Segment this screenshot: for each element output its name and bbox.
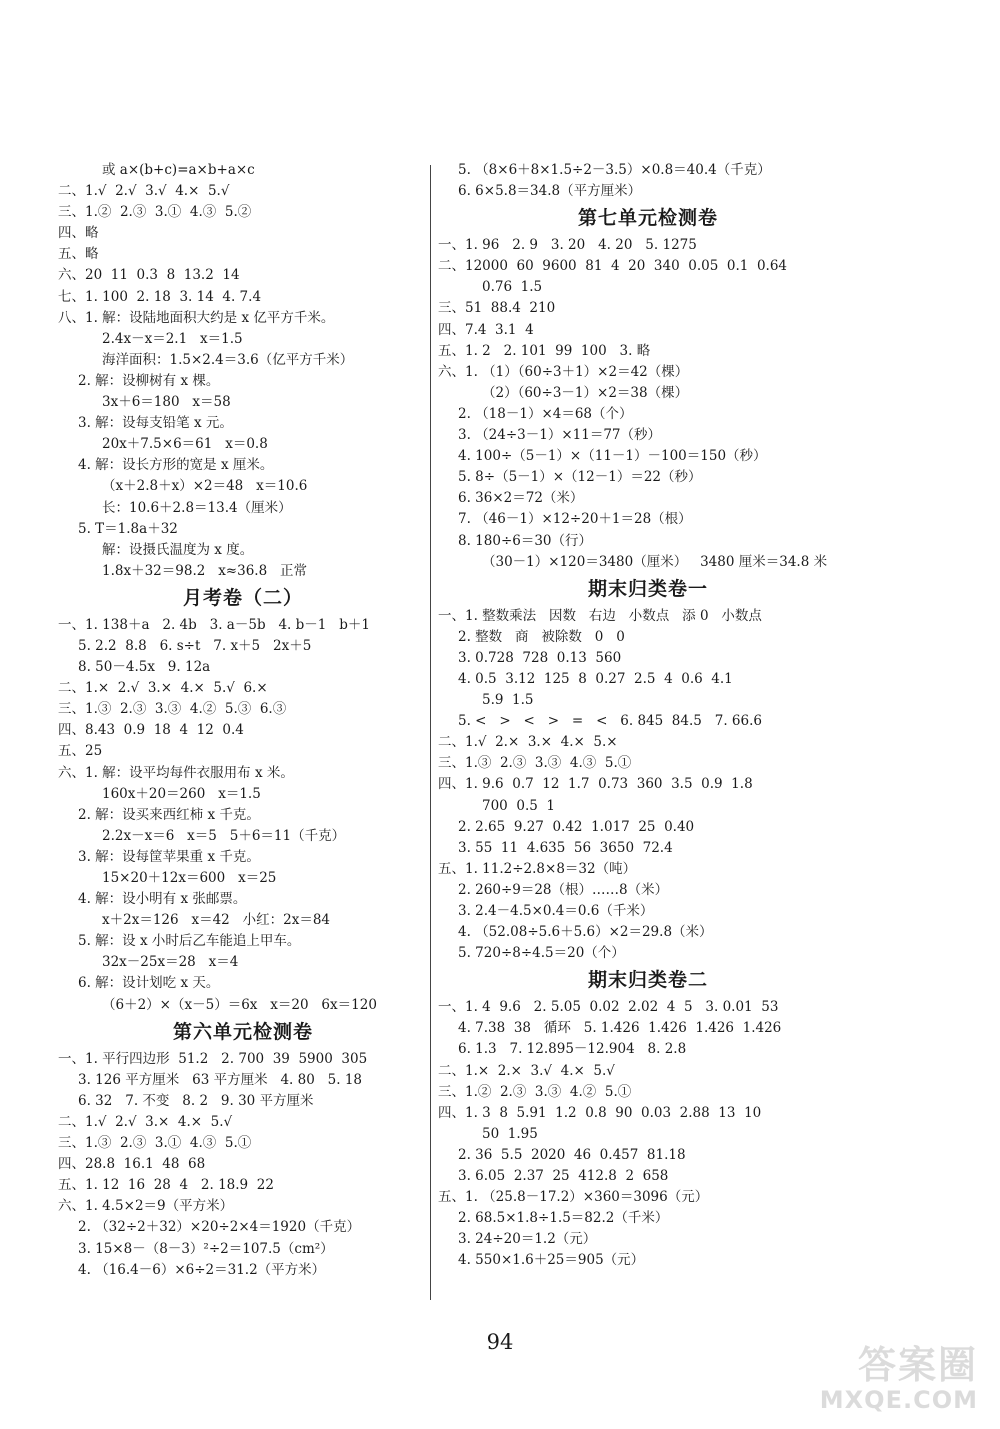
answer-line bbox=[438, 859, 858, 880]
answer-text: 二、1.× 2.√ 3.× 4.× 5.√ 6.× bbox=[58, 680, 268, 697]
section-title-text: 月考卷（二） bbox=[182, 586, 303, 609]
answer-text: 4. 解：设长方形的宽是 x 厘米。 bbox=[78, 457, 274, 474]
answer-text: 一、1. 96 2. 9 3. 20 4. 20 5. 1275 bbox=[438, 237, 697, 254]
answer-text: 一、1. 4 9.6 2. 5.05 0.02 2.02 4 5 3. 0.01 53 bbox=[438, 999, 779, 1016]
section-title bbox=[58, 582, 428, 615]
answer-text: 六、1. 4.5×2＝9（平方米） bbox=[58, 1198, 234, 1215]
answer-text: 5. T＝1.8a＋32 bbox=[78, 520, 178, 537]
column-divider bbox=[430, 165, 431, 1300]
answer-text: 四、7.4 3.1 4 bbox=[438, 321, 534, 338]
answer-text: 五、25 bbox=[58, 743, 103, 760]
watermark-text: 答案圈 bbox=[857, 1343, 978, 1387]
answer-text: 4. 100÷（5－1）×（11－1）－100＝150（秒） bbox=[458, 448, 767, 465]
page-number: 94 bbox=[486, 1330, 514, 1354]
answer-line bbox=[438, 362, 858, 383]
answer-line bbox=[438, 711, 858, 732]
answer-line bbox=[58, 392, 428, 413]
section-title-text: 期末归类卷一 bbox=[587, 577, 708, 600]
answer-line bbox=[438, 774, 858, 795]
answer-line bbox=[438, 552, 858, 573]
answer-text: 四、略 bbox=[58, 225, 99, 242]
answer-line bbox=[58, 181, 428, 202]
watermark-url: MXQE.COM bbox=[819, 1386, 978, 1414]
answer-text: 8. 180÷6＝30（行） bbox=[458, 532, 593, 549]
answer-line bbox=[438, 817, 858, 838]
right-column bbox=[438, 160, 858, 1272]
answer-line bbox=[58, 1217, 428, 1238]
answer-line bbox=[438, 235, 858, 256]
answer-line bbox=[438, 181, 858, 202]
answer-text: 4. 550×1.6＋25＝905（元） bbox=[458, 1252, 645, 1269]
answer-line bbox=[438, 690, 858, 711]
answer-line bbox=[438, 160, 858, 181]
answer-line bbox=[438, 383, 858, 404]
answer-text: 4. （16.4－6）×6÷2＝31.2（平方米） bbox=[78, 1261, 326, 1278]
answer-text: 50 1.95 bbox=[482, 1125, 538, 1142]
answer-text: 6. 解：设计划吃 x 天。 bbox=[78, 975, 220, 992]
answer-line bbox=[58, 561, 428, 582]
answer-line bbox=[438, 425, 858, 446]
answer-line bbox=[438, 838, 858, 859]
answer-line bbox=[58, 952, 428, 973]
answer-text: 二、1.√ 2.√ 3.× 4.× 5.√ bbox=[58, 1113, 233, 1130]
answer-line bbox=[438, 531, 858, 552]
answer-text: 二、12000 60 9600 81 4 20 340 0.05 0.1 0.64 bbox=[438, 258, 788, 275]
answer-line bbox=[438, 467, 858, 488]
answer-text: 2. 68.5×1.8÷1.5＝82.2（千米） bbox=[458, 1210, 669, 1227]
answer-line bbox=[438, 997, 858, 1018]
answer-line bbox=[58, 636, 428, 657]
answer-text: 32x－25x＝28 x＝4 bbox=[102, 954, 239, 971]
answer-line bbox=[58, 1239, 428, 1260]
section-title-text: 第七单元检测卷 bbox=[577, 207, 718, 230]
answer-line bbox=[438, 341, 858, 362]
answer-line bbox=[58, 308, 428, 329]
answer-line bbox=[58, 699, 428, 720]
answer-line bbox=[58, 763, 428, 784]
answer-line bbox=[438, 509, 858, 530]
answer-text: 三、51 88.4 210 bbox=[438, 300, 556, 317]
answer-text: 2. 2.65 9.27 0.42 1.017 25 0.40 bbox=[458, 818, 695, 835]
answer-line bbox=[58, 678, 428, 699]
answer-text: 3. 55 11 4.635 56 3650 72.4 bbox=[458, 839, 673, 856]
answer-line bbox=[58, 868, 428, 889]
answer-text: 2.4x－x＝2.1 x＝1.5 bbox=[102, 330, 243, 347]
answer-text: 6. 36×2＝72（米） bbox=[458, 490, 584, 507]
answer-line bbox=[438, 901, 858, 922]
answer-line bbox=[58, 265, 428, 286]
answer-line bbox=[438, 1103, 858, 1124]
section-title bbox=[58, 1016, 428, 1049]
answer-line bbox=[438, 753, 858, 774]
answer-line bbox=[58, 847, 428, 868]
answer-text: 七、1. 100 2. 18 3. 14 4. 7.4 bbox=[58, 288, 262, 305]
answer-text: 六、1. （1）（60÷3＋1）×2＝42（棵） bbox=[438, 363, 689, 380]
answer-line bbox=[438, 880, 858, 901]
answer-line bbox=[58, 1091, 428, 1112]
answer-text: 五、1. 11.2÷2.8×8＝32（吨） bbox=[438, 860, 637, 877]
answer-line bbox=[58, 455, 428, 476]
answer-line bbox=[438, 298, 858, 319]
answer-line bbox=[438, 1018, 858, 1039]
answer-line bbox=[58, 1112, 428, 1133]
answer-line bbox=[58, 519, 428, 540]
answer-text: 四、8.43 0.9 18 4 12 0.4 bbox=[58, 722, 244, 739]
left-column bbox=[58, 160, 428, 1281]
section-title bbox=[438, 573, 858, 606]
answer-line bbox=[58, 615, 428, 636]
answer-text: 160x＋20＝260 x＝1.5 bbox=[102, 785, 261, 802]
answer-text: 三、1.② 2.③ 3.① 4.③ 5.② bbox=[58, 204, 252, 221]
answer-text: 4. 解：设小明有 x 张邮票。 bbox=[78, 891, 247, 908]
answer-line bbox=[438, 1250, 858, 1271]
answer-line bbox=[438, 320, 858, 341]
answer-line bbox=[438, 1166, 858, 1187]
answer-text: 5. 720÷8÷4.5＝20（个） bbox=[458, 945, 625, 962]
answer-text: x＋2x＝126 x＝42 小红：2x＝84 bbox=[102, 912, 331, 929]
answer-text: 5.9 1.5 bbox=[482, 692, 534, 709]
answer-line bbox=[58, 244, 428, 265]
answer-text: 五、1. 2 2. 101 99 100 3. 略 bbox=[438, 342, 651, 359]
answer-line bbox=[438, 796, 858, 817]
answer-line bbox=[58, 1260, 428, 1281]
answer-line bbox=[58, 413, 428, 434]
answer-text: 4. 0.5 3.12 125 8 0.27 2.5 4 0.6 4.1 bbox=[458, 670, 733, 687]
answer-text: 6. 32 7. 不变 8. 2 9. 30 平方厘米 bbox=[78, 1092, 314, 1109]
answer-text: （6＋2）×（x－5）＝6x x＝20 6x＝120 bbox=[102, 996, 377, 1013]
answer-text: 3. 解：设每筐苹果重 x 千克。 bbox=[78, 848, 260, 865]
answer-line bbox=[58, 1070, 428, 1091]
answer-text: 长：10.6＋2.8＝13.4（厘米） bbox=[102, 499, 292, 516]
answer-text: 3. 24÷20＝1.2（元） bbox=[458, 1231, 597, 1248]
answer-text: （x＋2.8＋x）×2＝48 x＝10.6 bbox=[102, 478, 308, 495]
section-title bbox=[438, 202, 858, 235]
answer-line bbox=[438, 1061, 858, 1082]
answer-line bbox=[438, 922, 858, 943]
answer-line bbox=[58, 805, 428, 826]
answer-text: 六、1. 解：设平均每件衣服用布 x 米。 bbox=[58, 764, 294, 781]
answer-line bbox=[438, 1229, 858, 1250]
answer-text: 3. 126 平方厘米 63 平方厘米 4. 80 5. 18 bbox=[78, 1071, 363, 1088]
answer-line bbox=[438, 277, 858, 298]
answer-text: 三、1.③ 2.③ 3.③ 4.② 5.③ 6.③ bbox=[58, 701, 287, 718]
answer-line bbox=[438, 1145, 858, 1166]
answer-line bbox=[58, 202, 428, 223]
answer-line bbox=[58, 1175, 428, 1196]
answer-line bbox=[58, 784, 428, 805]
answer-text: 六、20 11 0.3 8 13.2 14 bbox=[58, 267, 240, 284]
answer-line bbox=[438, 1082, 858, 1103]
answer-text: 5. 8÷（5－1）×（12－1）＝22（秒） bbox=[458, 469, 702, 486]
answer-text: 四、1. 3 8 5.91 1.2 0.8 90 0.03 2.88 13 10 bbox=[438, 1104, 762, 1121]
answer-line bbox=[58, 720, 428, 741]
answer-line bbox=[58, 931, 428, 952]
answer-line bbox=[438, 1208, 858, 1229]
answer-text: 6. 6×5.8＝34.8（平方厘米） bbox=[458, 183, 642, 200]
answer-text: 2. 整数 商 被除数 0 0 bbox=[458, 628, 625, 645]
answer-text: 2. （18－1）×4＝68（个） bbox=[458, 405, 633, 422]
answer-line bbox=[58, 476, 428, 497]
answer-text: 3. 解：设每支铅笔 x 元。 bbox=[78, 415, 233, 432]
answer-text: 五、1. 12 16 28 4 2. 18.9 22 bbox=[58, 1177, 274, 1194]
answer-line bbox=[58, 657, 428, 678]
answer-text: 20x＋7.5×6＝61 x＝0.8 bbox=[102, 436, 268, 453]
answer-line bbox=[438, 488, 858, 509]
answer-line bbox=[438, 627, 858, 648]
answer-text: 3. （24÷3－1）×11＝77（秒） bbox=[458, 427, 662, 444]
answer-line bbox=[438, 1039, 858, 1060]
answer-text: 6. 1.3 7. 12.895－12.904 8. 2.8 bbox=[458, 1041, 687, 1058]
answer-line bbox=[58, 1196, 428, 1217]
answer-text: 7. （46－1）×12÷20＋1＝28（根） bbox=[458, 511, 692, 528]
answer-text: 二、1.√ 2.√ 3.√ 4.× 5.√ bbox=[58, 183, 230, 200]
answer-text: 五、略 bbox=[58, 246, 99, 263]
answer-text: 3. 0.728 728 0.13 560 bbox=[458, 649, 622, 666]
answer-text: 4. 7.38 38 循环 5. 1.426 1.426 1.426 1.426 bbox=[458, 1020, 782, 1037]
answer-text: 二、1.√ 2.× 3.× 4.× 5.× bbox=[438, 734, 618, 751]
answer-text: 五、1. （25.8－17.2）×360＝3096（元） bbox=[438, 1189, 709, 1206]
answer-text: 二、1.× 2.× 3.√ 4.× 5.√ bbox=[438, 1062, 615, 1079]
answer-line bbox=[438, 648, 858, 669]
answer-line bbox=[58, 1049, 428, 1070]
answer-line bbox=[58, 1133, 428, 1154]
answer-line bbox=[58, 287, 428, 308]
answer-text: 三、1.③ 2.③ 3.① 4.③ 5.① bbox=[58, 1135, 252, 1152]
answer-line bbox=[438, 606, 858, 627]
answer-line bbox=[438, 1187, 858, 1208]
answer-text: 5. < > < > = < 6. 845 84.5 7. 66.6 bbox=[458, 713, 762, 730]
answer-line bbox=[58, 826, 428, 847]
answer-text: 2. 260÷9＝28（根）……8（米） bbox=[458, 881, 669, 898]
answer-text: （30－1）×120＝3480（厘米） 3480 厘米＝34.8 米 bbox=[482, 553, 828, 570]
answer-text: 15×20＋12x＝600 x＝25 bbox=[102, 870, 277, 886]
answer-text: 5. 解：设 x 小时后乙车能追上甲车。 bbox=[78, 933, 301, 950]
answer-text: 2. 解：设柳树有 x 棵。 bbox=[78, 372, 220, 389]
section-title-text: 第六单元检测卷 bbox=[172, 1020, 313, 1043]
answer-line bbox=[438, 1124, 858, 1145]
answer-text: 0.76 1.5 bbox=[482, 279, 543, 296]
answer-text: 5. （8×6＋8×1.5÷2－3.5）×0.8＝40.4（千克） bbox=[458, 162, 771, 178]
answer-line bbox=[438, 446, 858, 467]
answer-text: 三、1.③ 2.③ 3.③ 4.③ 5.① bbox=[438, 755, 632, 772]
answer-text: 2. 解：设买来西红柿 x 千克。 bbox=[78, 806, 260, 823]
answer-line bbox=[438, 669, 858, 690]
answer-text: 八、1. 解：设陆地面积大约是 x 亿平方千米。 bbox=[58, 309, 335, 326]
answer-text: 2. （32÷2＋32）×20÷2×4＝1920（千克） bbox=[78, 1219, 361, 1236]
answer-line bbox=[58, 498, 428, 519]
answer-line bbox=[58, 973, 428, 994]
answer-text: 四、1. 9.6 0.7 12 1.7 0.73 360 3.5 0.9 1.8 bbox=[438, 776, 753, 793]
answer-text: 或 a×(b+c)=a×b+a×c bbox=[102, 162, 255, 178]
answer-text: 8. 50－4.5x 9. 12a bbox=[78, 659, 211, 676]
section-title bbox=[438, 964, 858, 997]
answer-text: 解：设摄氏温度为 x 度。 bbox=[102, 541, 254, 558]
answer-line bbox=[58, 350, 428, 371]
answer-line bbox=[438, 943, 858, 964]
answer-line bbox=[58, 223, 428, 244]
answer-line bbox=[58, 1154, 428, 1175]
answer-line bbox=[58, 995, 428, 1016]
answer-text: 2.2x－x＝6 x＝5 5＋6＝11（千克） bbox=[102, 827, 346, 844]
answer-line bbox=[438, 404, 858, 425]
answer-text: 3. 2.4－4.5×0.4＝0.6（千米） bbox=[458, 903, 654, 919]
watermark-logo bbox=[778, 1344, 978, 1414]
answer-text: 1.8x＋32＝98.2 x≈36.8 正常 bbox=[102, 562, 308, 579]
answer-line bbox=[58, 329, 428, 350]
answer-text: 一、1. 平行四边形 51.2 2. 700 39 5900 305 bbox=[58, 1050, 368, 1067]
answer-text: 700 0.5 1 bbox=[482, 797, 555, 814]
answer-line bbox=[58, 434, 428, 455]
answer-text: 3. 6.05 2.37 25 412.8 2 658 bbox=[458, 1168, 669, 1185]
answer-text: 2. 36 5.5 2020 46 0.457 81.18 bbox=[458, 1146, 686, 1163]
section-title-text: 期末归类卷二 bbox=[587, 969, 708, 992]
answer-line bbox=[58, 910, 428, 931]
answer-line bbox=[438, 732, 858, 753]
answer-text: 3. 15×8－（8－3）²÷2＝107.5（cm²） bbox=[78, 1240, 334, 1257]
answer-text: 4. （52.08÷5.6＋5.6）×2＝29.8（米） bbox=[458, 924, 713, 941]
answer-text: 3x＋6＝180 x＝58 bbox=[102, 394, 231, 411]
answer-text: 一、1. 138＋a 2. 4b 3. a－5b 4. b－1 b＋1 bbox=[58, 616, 370, 633]
answer-line bbox=[58, 540, 428, 561]
answer-line bbox=[58, 371, 428, 392]
answer-line bbox=[58, 889, 428, 910]
answer-text: 5. 2.2 8.8 6. s÷t 7. x＋5 2x＋5 bbox=[78, 637, 312, 654]
answer-line bbox=[58, 160, 428, 181]
answer-text: 一、1. 整数乘法 因数 右边 小数点 添 0 小数点 bbox=[438, 607, 762, 624]
answer-text: （2）（60÷3－1）×2＝38（棵） bbox=[482, 384, 689, 401]
answer-text: 三、1.② 2.③ 3.③ 4.② 5.① bbox=[438, 1083, 632, 1100]
answer-text: 四、28.8 16.1 48 68 bbox=[58, 1156, 206, 1173]
answer-line bbox=[438, 256, 858, 277]
answer-line bbox=[58, 741, 428, 762]
answer-text: 海洋面积：1.5×2.4＝3.6（亿平方千米） bbox=[102, 351, 354, 368]
